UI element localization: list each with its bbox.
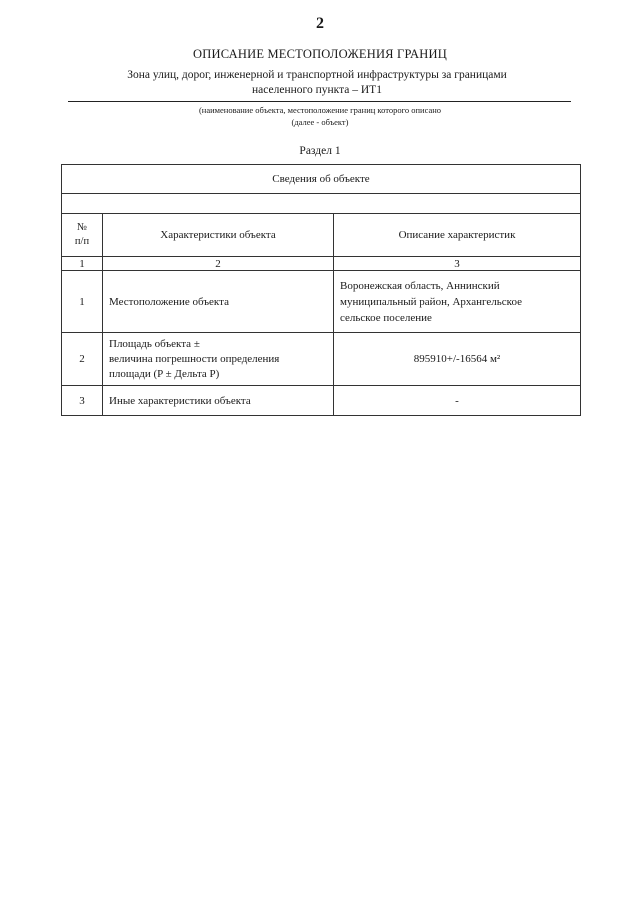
- table-heading: Сведения об объекте: [62, 165, 581, 194]
- column-header-num-line-1: №: [76, 222, 88, 233]
- row-number: 2: [62, 333, 103, 386]
- table-spacer-cell: [62, 194, 581, 214]
- section-label: Раздел 1: [299, 145, 341, 157]
- table-heading-row: [62, 165, 581, 194]
- table-row: [62, 271, 581, 333]
- column-header-num: [62, 214, 103, 257]
- column-header-characteristic: Характеристики объекта: [103, 214, 334, 257]
- column-number-3: 3: [334, 257, 581, 271]
- row-description: [334, 271, 581, 333]
- column-header-num-line-2: п/п: [74, 236, 90, 247]
- row-characteristic-line-2: величина погрешности определения: [109, 352, 280, 365]
- caption-line-1: (наименование объекта, местоположение границ которого описано: [198, 105, 442, 115]
- row-characteristic: Иные характеристики объекта: [103, 386, 334, 416]
- table-header-row: [62, 214, 581, 257]
- row-description-line-1: Воронежская область, Аннинский: [340, 279, 500, 292]
- document-title: ОПИСАНИЕ МЕСТОПОЛОЖЕНИЯ ГРАНИЦ: [193, 47, 447, 61]
- row-description: -: [334, 386, 581, 416]
- object-name-line-2: населенного пункта – ИТ1: [252, 84, 382, 96]
- row-characteristic-line-3: площади (P ± Дельта P): [109, 367, 220, 380]
- row-description: 895910+/-16564 м²: [334, 333, 581, 386]
- row-characteristic-line-1: Площадь объекта ±: [109, 337, 200, 350]
- caption-line-2: (далее - объект): [291, 117, 349, 127]
- row-description-line-2: муниципальный район, Архангельское: [340, 295, 522, 308]
- object-name-caption: [0, 104, 640, 128]
- object-name: [62, 68, 572, 98]
- table-row: [62, 386, 581, 416]
- object-name-line-1: Зона улиц, дорог, инженерной и транспортной инфраструктуры за границами: [127, 69, 507, 81]
- underline-rule: [68, 101, 571, 102]
- page-number: 2: [316, 15, 324, 32]
- table-row: [62, 333, 581, 386]
- row-number: 1: [62, 271, 103, 333]
- row-number: 3: [62, 386, 103, 416]
- row-characteristic: Местоположение объекта: [103, 271, 334, 333]
- row-characteristic: [103, 333, 334, 386]
- column-number-2: 2: [103, 257, 334, 271]
- column-number-row: [62, 257, 581, 271]
- object-info-table: [61, 164, 581, 416]
- row-description-line-3: сельское поселение: [340, 311, 432, 324]
- table-spacer-row: [62, 194, 581, 214]
- column-number-1: 1: [62, 257, 103, 271]
- column-header-description: Описание характеристик: [334, 214, 581, 257]
